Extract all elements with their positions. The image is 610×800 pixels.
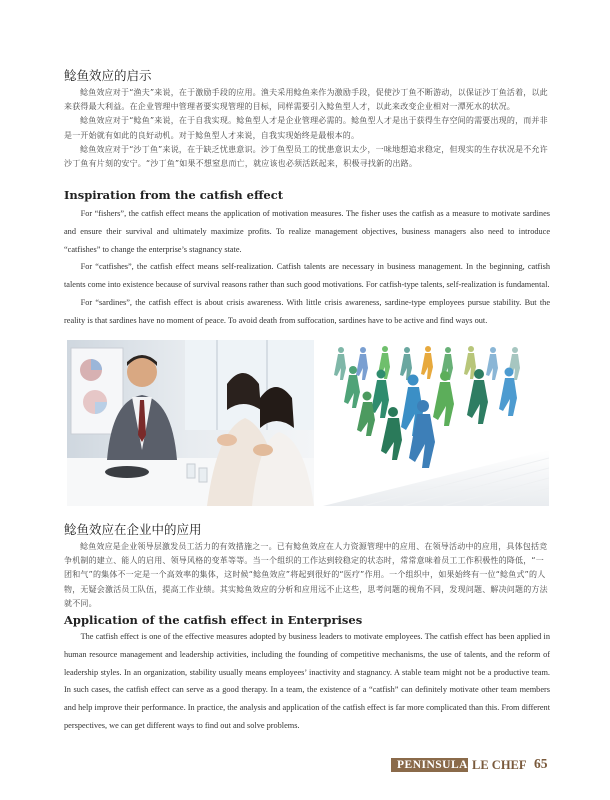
footer-brand: PENINSULA: [397, 759, 468, 771]
meeting-illustration: [67, 340, 314, 506]
section2-para-cn: 鲶鱼效应是企业领导层激发员工活力的有效措施之一。已有鲶鱼效应在人力资源管理中的应用、在领导活动中的应用，具体包括竞争机制的建立、能人的启用、领导风格的变革等等。当一个组织的工作达到较稳定的状态时，常常意味着员工工作积极性的降低，“一团和气”的集体不一定是一个高效率的集体，这时候“鲶鱼效应”将起到很好的“医疗”作用。一个组织中，如果始终有一位“鲶鱼式”的人物，无疑会激活员工队伍，提高工作业绩。其实鲶鱼效应的分析和应用远不止这些，思考问题的视角不同，发现问题、解决问题的方法就不同。: [64, 542, 548, 608]
section1-para-en: For “fishers”, the catfish effect means the application of motivation measures. The fisher uses the catfish as a measure to motivate sardines and ensure their survival and ultimately maximize profits. To realize management objectives, business managers also need to introduce “catfishes” to change the enterprise’s stagnancy state.: [64, 209, 550, 254]
section2-title-cn: 鲶鱼效应在企业中的应用: [64, 522, 202, 537]
page-number: 65: [534, 756, 548, 771]
page-footer: [391, 756, 561, 772]
footer-section-name: LE CHEF: [468, 756, 531, 774]
section1-para-cn: 鲶鱼效应对于“沙丁鱼”来说，在于缺乏忧患意识。沙丁鱼型员工的忧患意识太少，一味地想追求稳定，但现实的生存状况是不允许沙丁鱼有片刻的安宁。“沙丁鱼”如果不想窒息而亡，就应该也必须活跃起来，积极寻找新的出路。: [64, 144, 548, 169]
section2-body-en: [64, 628, 550, 735]
section1-title-en: Inspiration from the catfish effect: [64, 188, 284, 202]
section1-para-cn: 鲶鱼效应对于“渔夫”来说，在于激励手段的应用。渔夫采用鲶鱼来作为激励手段，促使沙丁鱼不断游动，以保证沙丁鱼活着，以此来获得最大利益。在企业管理中管理者要实现管理的目标，同样需要引入鲶鱼型人才，以此来改变企业相对一潭死水的状况。: [64, 88, 548, 112]
section1-title-cn: 鲶鱼效应的启示: [64, 68, 152, 83]
running-crowd-illustration: [323, 340, 549, 506]
section2-title-en: Application of the catfish effect in Enterprises: [64, 613, 363, 627]
section1-para-en: For “sardines”, the catfish effect is about crisis awareness. With little crisis awareness, sardine-type employees pursue stability. But the reality is that sardines have no moment of peace. To avoid death from suffocation, sardines have to be active and find ways out.: [64, 297, 550, 325]
section2-para-en: The catfish effect is one of the effective measures adopted by business leaders to motivate employees. The catfish effect has been applied in human resource management and leadership activities, including the founding of competitive mechanisms, the use of talents, and the reform of leadership styles. In an organization, stability usually means employees’ inactivity and stagnancy. A stable team might not be a productive team. In such cases, the catfish effect can serve as a good therapy. In a team, the existence of a “catfish” can definitely motivate other team members and help improve their performance. In practice, the analysis and application of the catfish effect is far more complicated than this. From different perspectives, we can get different ways to find out and solve problems.: [64, 632, 550, 730]
section1-body-en: [64, 205, 550, 330]
business-meeting-photo: [67, 340, 314, 506]
section1-para-en: For “catfishes”, the catfish effect means self-realization. Catfish talents are necessary in business management. In the beginning, catfish talents come into existence because of survival reasons rather than such good motivations. For catfish-type talents, self-realization is fundamental.: [64, 262, 550, 290]
section2-body-cn: [64, 540, 548, 611]
runners-graphic: [323, 340, 549, 506]
section1-body-cn: [64, 86, 548, 171]
section1-para-cn: 鲶鱼效应对于“鲶鱼”来说，在于自我实现。鲶鱼型人才是企业管理必需的。鲶鱼型人才是出于获得生存空间的需要出现的，而并非是一开始就有如此的良好动机。对于鲶鱼型人才来说，自我实现始终是最根本的。: [64, 116, 548, 140]
